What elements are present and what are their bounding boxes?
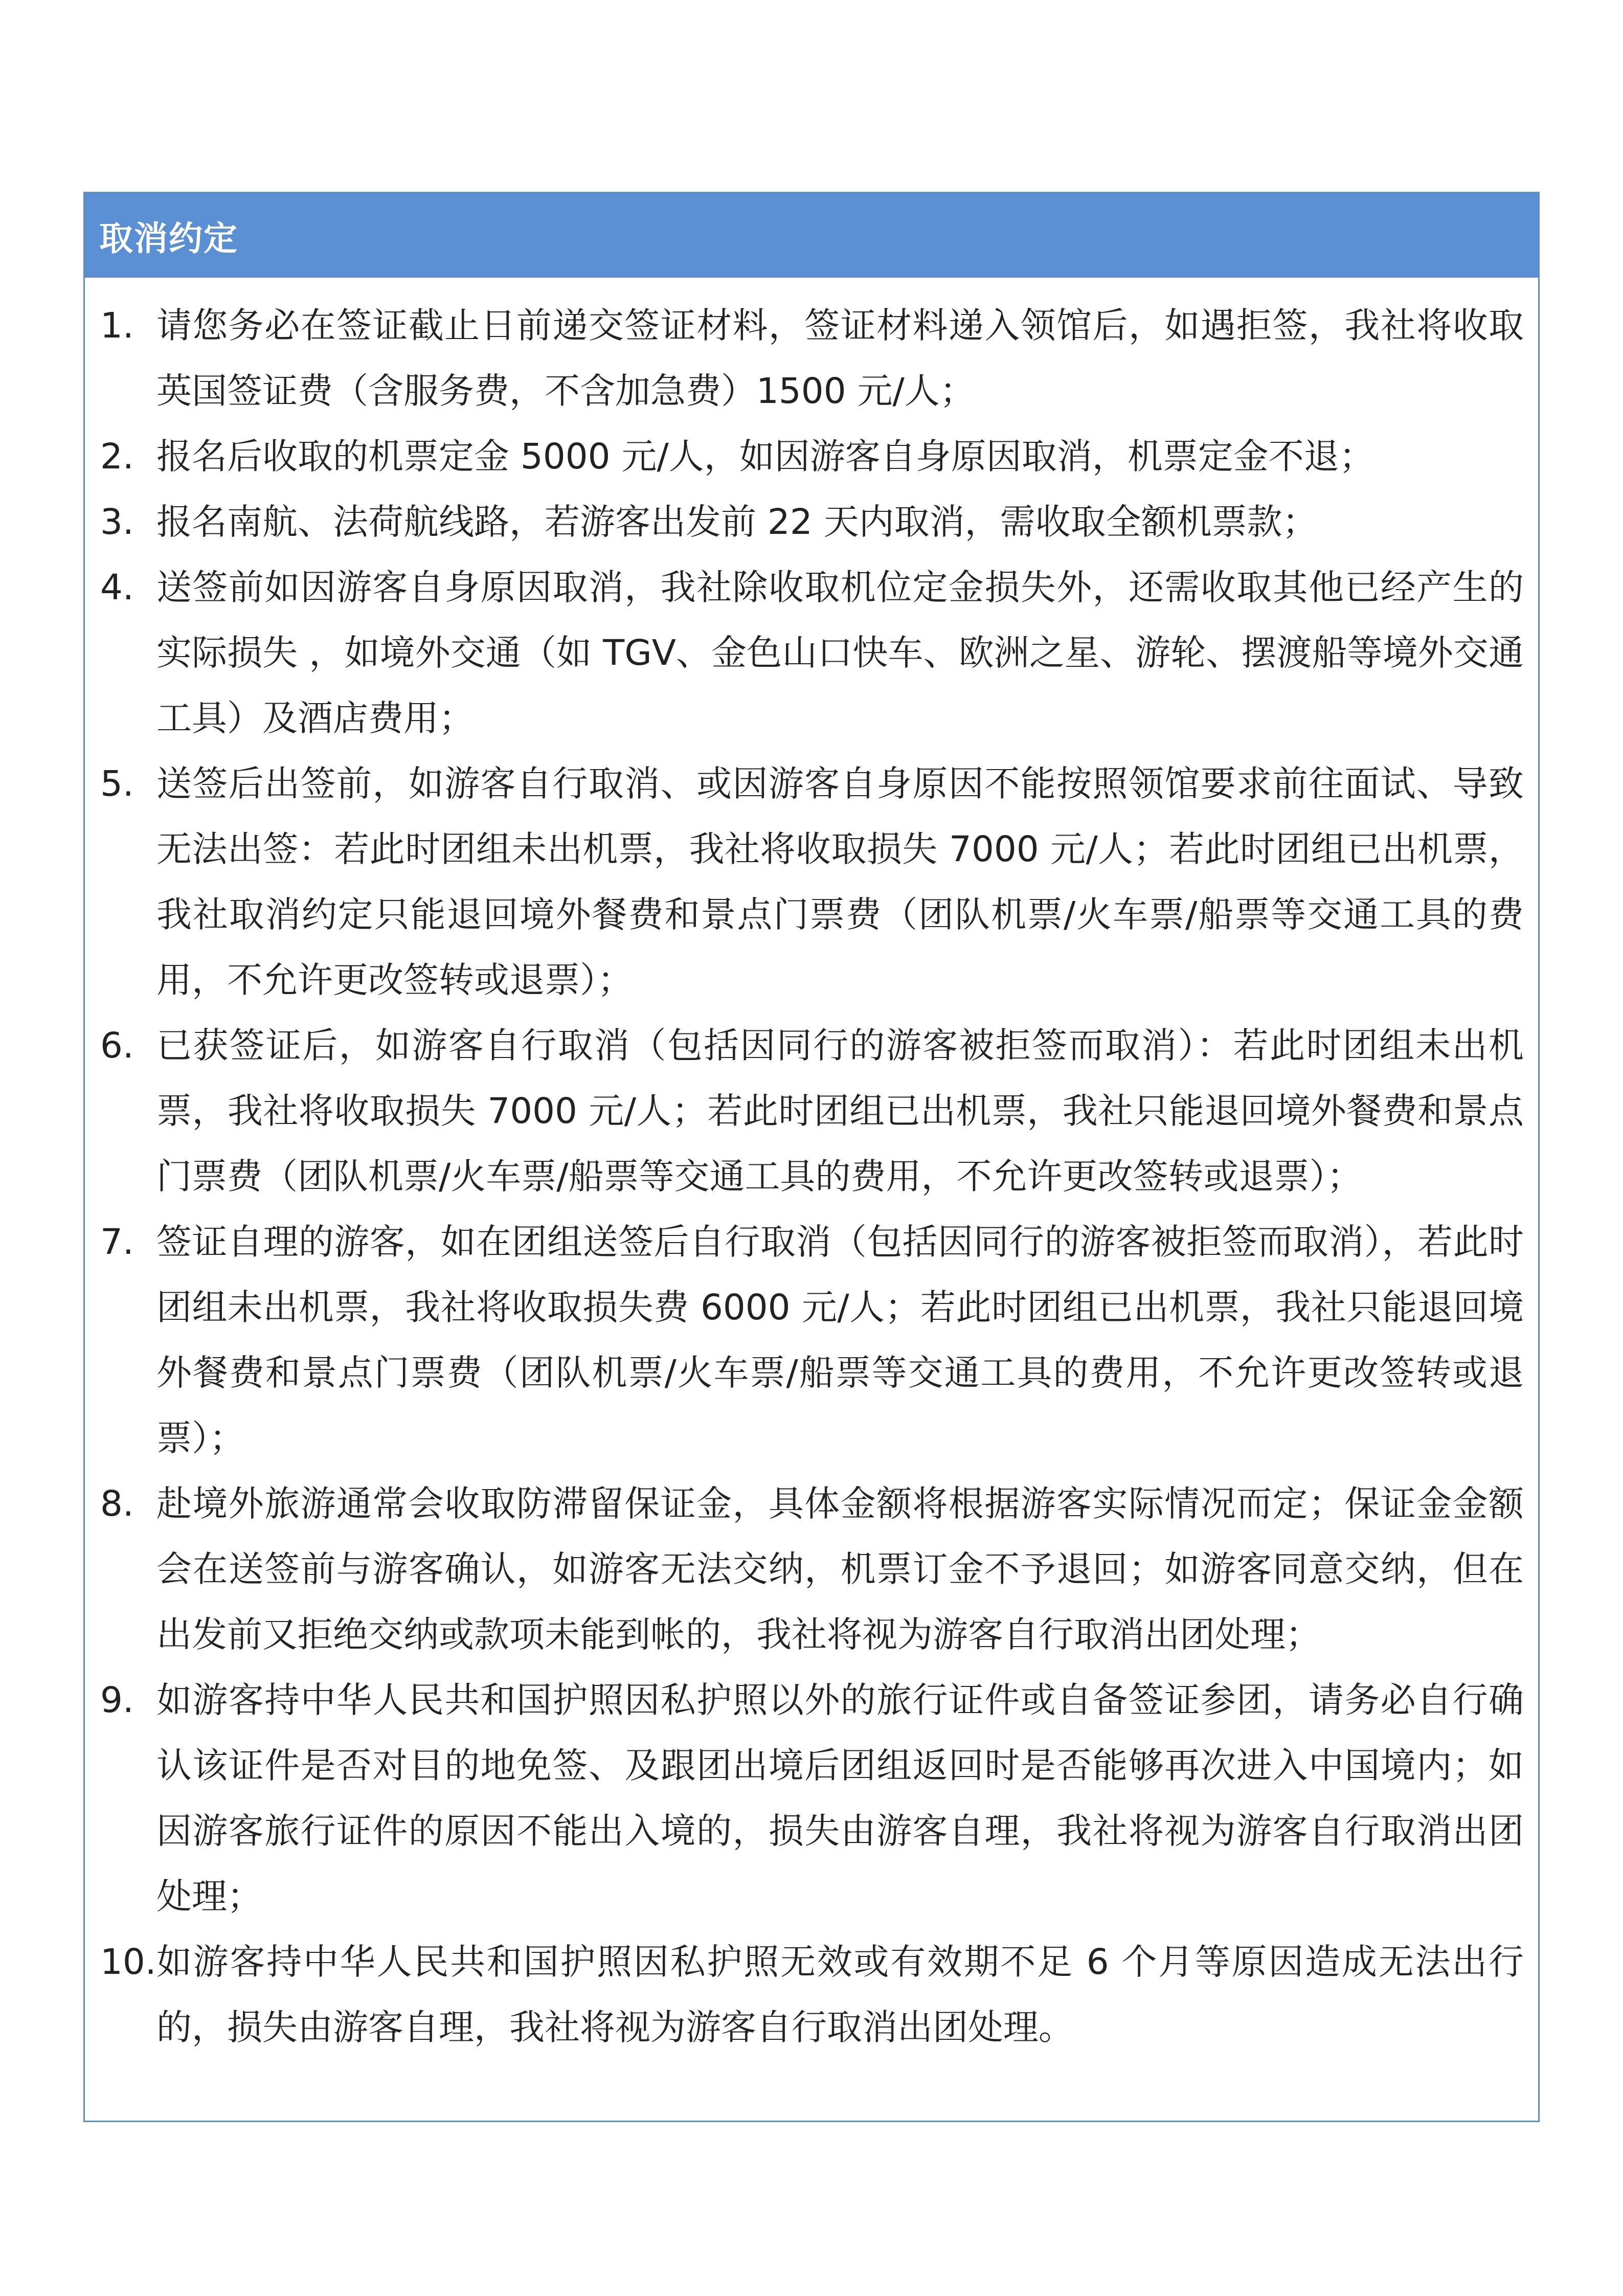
term-number: 6. bbox=[100, 1025, 134, 1066]
term-number: 7. bbox=[100, 1222, 134, 1263]
section-header bbox=[85, 193, 1538, 278]
term-item bbox=[100, 1013, 1524, 1209]
term-item bbox=[100, 1209, 1524, 1471]
term-number: 2. bbox=[100, 436, 134, 477]
term-text: 送签后出签前，如游客自行取消、或因游客自身原因不能按照领馆要求前往面试、导致无法出签：若此时团组未出机票，我社将收取损失 7000 元/人；若此时团组已出机票，我社取消约定只能退回境外餐费和景点门票费（团队机票/火车票/船票等交通工具的费用，不允许更改签转或退票）； bbox=[156, 763, 1524, 1001]
term-item bbox=[100, 1668, 1524, 1929]
terms-list bbox=[85, 278, 1538, 2060]
term-text: 已获签证后，如游客自行取消（包括因同行的游客被拒签而取消）：若此时团组未出机票，我社将收取损失 7000 元/人；若此时团组已出机票，我社只能退回境外餐费和景点门票费（团队机票/火车票/船票等交通工具的费用，不允许更改签转或退票）； bbox=[156, 1025, 1524, 1197]
term-text: 签证自理的游客，如在团组送签后自行取消（包括因同行的游客被拒签而取消），若此时团组未出机票，我社将收取损失费 6000 元/人；若此时团组已出机票，我社只能退回境外餐费和景点门票费（团队机票/火车票/船票等交通工具的费用，不允许更改签转或退票）； bbox=[156, 1222, 1524, 1459]
cancellation-policy-box bbox=[83, 192, 1540, 2122]
term-text: 送签前如因游客自身原因取消，我社除收取机位定金损失外，还需收取其他已经产生的实际损失 ，如境外交通（如 TGV、金色山口快车、欧洲之星、游轮、摆渡船等境外交通工具）及酒店费用； bbox=[156, 567, 1524, 739]
term-item bbox=[100, 751, 1524, 1013]
term-number: 10. bbox=[100, 1942, 156, 1983]
term-item bbox=[100, 424, 1524, 489]
term-text: 请您务必在签证截止日前递交签证材料，签证材料递入领馆后，如遇拒签，我社将收取英国签证费（含服务费，不含加急费）1500 元/人； bbox=[156, 305, 1524, 412]
term-item bbox=[100, 293, 1524, 424]
term-number: 4. bbox=[100, 567, 134, 608]
term-number: 1. bbox=[100, 305, 134, 346]
term-item bbox=[100, 555, 1524, 751]
section-title: 取消约定 bbox=[99, 219, 238, 258]
term-item bbox=[100, 1929, 1524, 2060]
term-text: 赴境外旅游通常会收取防滞留保证金，具体金额将根据游客实际情况而定；保证金金额会在送签前与游客确认，如游客无法交纳，机票订金不予退回；如游客同意交纳，但在出发前又拒绝交纳或款项未能到帐的，我社将视为游客自行取消出团处理； bbox=[156, 1483, 1524, 1655]
term-text: 报名后收取的机票定金 5000 元/人，如因游客自身原因取消，机票定金不退； bbox=[156, 436, 1374, 477]
term-text: 如游客持中华人民共和国护照因私护照无效或有效期不足 6 个月等原因造成无法出行的，损失由游客自理，我社将视为游客自行取消出团处理。 bbox=[156, 1942, 1524, 2048]
term-number: 9. bbox=[100, 1680, 134, 1721]
term-text: 报名南航、法荷航线路，若游客出发前 22 天内取消，需收取全额机票款； bbox=[156, 502, 1318, 543]
term-number: 8. bbox=[100, 1483, 134, 1524]
term-item bbox=[100, 1471, 1524, 1668]
term-number: 3. bbox=[100, 502, 134, 543]
term-item bbox=[100, 489, 1524, 555]
term-text: 如游客持中华人民共和国护照因私护照以外的旅行证件或自备签证参团，请务必自行确认该证件是否对目的地免签、及跟团出境后团组返回时是否能够再次进入中国境内；如因游客旅行证件的原因不能出入境的，损失由游客自理，我社将视为游客自行取消出团处理； bbox=[156, 1680, 1524, 1917]
term-number: 5. bbox=[100, 763, 134, 804]
